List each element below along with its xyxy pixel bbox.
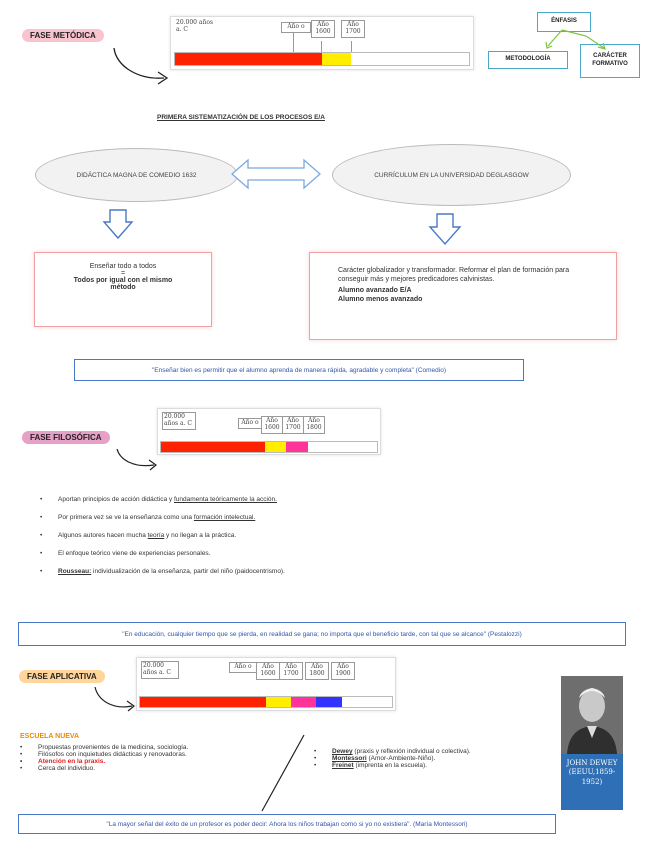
timeline-year0-label: Año o [281,22,311,33]
list-item: • El enfoque teórico viene de experiencias personales. [40,550,600,557]
glasgow-principle-box [309,252,617,340]
person-icon [561,676,623,754]
timeline-bar [139,696,393,708]
timeline-segment [291,697,316,707]
list-item: • Dewey (praxis y reflexión individual o colectiva). [314,748,554,755]
list-item: • Algunos autores hacen mucha teoría y no llegan a la práctica. [40,532,600,539]
list-item: • Freinet (imprenta en la escuela). [314,762,554,769]
escuela-nueva-title: ESCUELA NUEVA [20,733,80,740]
phase-label-filosofica: FASE FILOSÓFICA [22,431,110,444]
timeline-year1800-label: Año 1800 [303,416,325,434]
authors-list [314,748,554,769]
timeline-bar [174,52,470,66]
down-arrow-icon [427,212,463,246]
curved-arrow-icon [114,446,160,472]
box-line-bold: Todos por igual con el mismo método [73,277,173,291]
timeline-segment [316,697,341,707]
timeline-year1700-label: Año 1700 [282,416,304,434]
enfasis-box: ÉNFASIS [537,12,591,32]
timeline-segment [175,53,322,65]
timeline-segment [322,53,351,65]
dewey-portrait [561,676,623,754]
curved-arrow-icon [110,44,172,86]
escuela-nueva-list [20,744,280,772]
list-item: • Cerca del individuo. [20,765,280,772]
section-heading: PRIMERA SISTEMATIZACIÓN DE LOS PROCESOS E/A [157,114,325,121]
timeline-segment [140,697,266,707]
list-item: • Propuestas provenientes de la medicina, sociología. [20,744,280,751]
down-arrow-icon [102,208,134,240]
caracter-formativo-box: CARÁCTER FORMATIVO [580,44,640,78]
box-line: = [120,270,126,277]
double-arrow-icon [230,157,322,191]
box-line-bold: Alumno menos avanzado [338,295,423,303]
phase-label-metodica: FASE METÓDICA [22,29,104,42]
list-item: • Por primera vez se ve la enseñanza como una formación intelectual. [40,514,600,521]
enfasis-connector-icon [540,28,610,52]
timeline-year1600-label: Año 1600 [261,416,283,434]
curved-arrow-icon [92,684,138,714]
timeline-aplicativa [136,657,396,711]
timeline-bar [160,441,378,453]
montessori-quote: "La mayor señal del éxito de un profesor es poder decir: Ahora los niños trabajan como si yo no existiera". (María Montessori) [18,814,556,834]
box-line: Enseñar todo a todos [89,263,157,270]
timeline-year1600-label: Año 1600 [311,20,335,38]
timeline-segment [266,697,291,707]
timeline-year1800-label: Año 1800 [305,662,329,680]
divider-line [258,733,308,813]
metodologia-box: METODOLOGÍA [488,51,568,69]
timeline-segment [265,442,287,452]
didactica-magna-ellipse: DIDÁCTICA MAGNA DE COMEDIO 1632 [35,148,238,202]
pestalozzi-quote: "En educación, cualquier tiempo que se pierda, en realidad se gana; no importa que el beneficio tarde, con tal que se alcance" (Pestalozzi) [18,622,626,646]
list-item: • Rousseau: individualización de la enseñanza, partir del niño (paidocentrismo). [40,568,600,575]
comedio-quote: "Enseñar bien es permitir que el alumno aprenda de manera rápida, agradable y completa" (Comedio) [74,359,524,381]
curriculum-glasgow-ellipse: CURRÍCULUM EN LA UNIVERSIDAD DEGLASGOW [332,144,571,206]
timeline-year0-label: Año o [229,662,257,673]
comedio-principle-box [34,252,212,327]
timeline-year1700-label: Año 1700 [279,662,303,680]
box-line-bold: Alumno avanzado E/A [338,286,412,294]
timeline-year1900-label: Año 1900 [331,662,355,680]
list-item: • Filósofos con inquietudes didácticas y renovadoras. [20,751,280,758]
portrait-caption: JOHN DEWEY (EEUU,1859-1952) [561,754,623,810]
phase-label-aplicativa: FASE APLICATIVA [19,670,105,683]
timeline-year1600-label: Año 1600 [256,662,280,680]
timeline-origin-label: 20.000 años a. C [141,661,179,679]
list-item: • Aportan principios de acción didáctica y fundamenta teóricamente la acción. [40,496,600,503]
list-item: • Montessori (Amor-Ambiente-Niño). [314,755,554,762]
filosofica-bullet-list [40,496,600,575]
timeline-filosofica [157,408,381,455]
timeline-year0-label: Año o [238,418,262,429]
timeline-origin-label: 20.000 años a. C [176,19,214,33]
timeline-origin-label: 20.000 años a. C [162,412,196,430]
timeline-segment [286,442,308,452]
timeline-metodica [170,16,474,70]
timeline-year1700-label: Año 1700 [341,20,365,38]
box-text: Carácter globalizador y transformador. Reformar el plan de formación para conseguir más y mejores predicadores calvinistas. [338,267,570,283]
timeline-segment [161,442,265,452]
list-item: • Atención en la praxis. [20,758,280,765]
